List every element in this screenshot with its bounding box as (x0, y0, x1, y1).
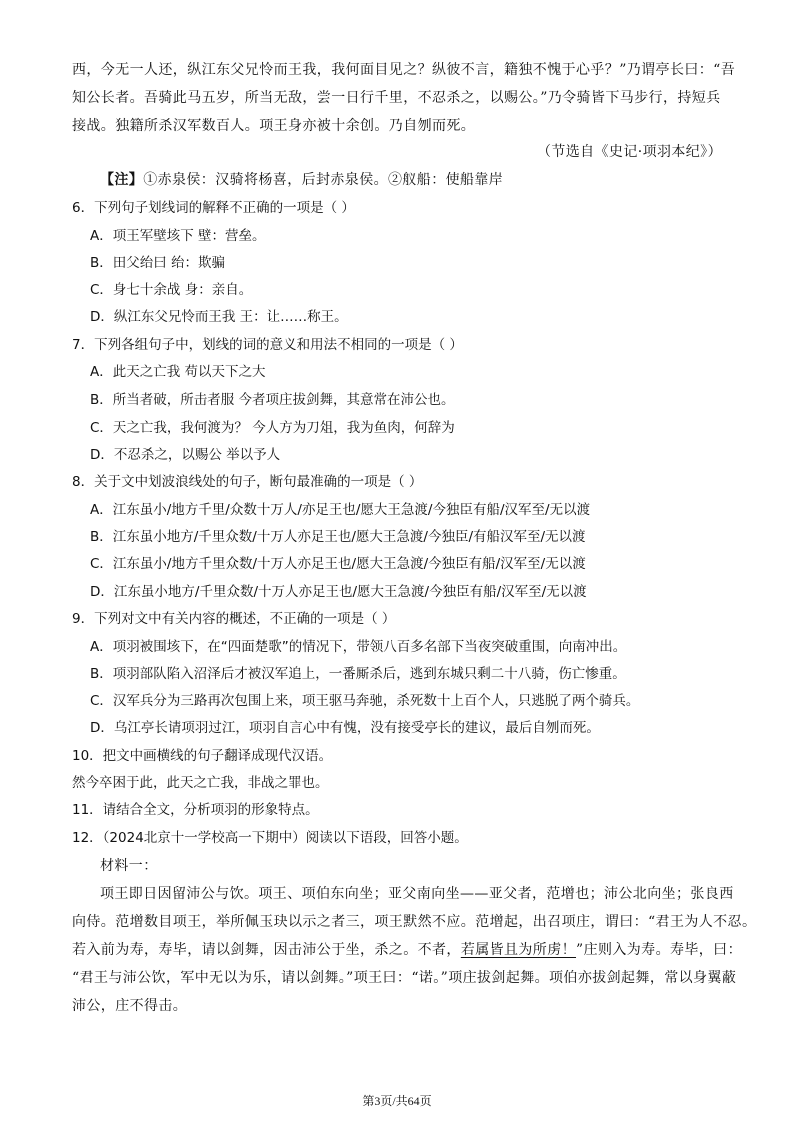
passage-line: 西，今无一人还，纵江东父兄怜而王我，我何面目见之？纵彼不言，籍独不愧于心乎？”乃谓亭长曰：“吾 (72, 62, 736, 78)
annotation-note (100, 170, 503, 190)
question-6-stem: 6．下列句子划线词的解释不正确的一项是（ ） (72, 200, 355, 216)
note-text: ①赤泉侯：汉骑将杨喜，后封赤泉侯。②舣船：使船靠岸 (143, 172, 504, 188)
question-7-option-a: A．此天之亡我 苟以天下之大 (90, 364, 266, 380)
note-label: 【注】 (100, 172, 144, 188)
question-9-option-d: D．乌江亭长请项羽过江，项羽自言心中有愧，没有接受亭长的建议，最后自刎而死。 (90, 720, 600, 736)
material-label: 材料一： (100, 858, 158, 874)
question-7-option-c: C．天之亡我，我何渡为？ 今人方为刀俎，我为鱼肉，何辞为 (90, 420, 455, 436)
material-line: 向侍。范增数目项王，举所佩玉玦以示之者三，项王默然不应。范增起，出召项庄，谓曰：“君王为人不忍。 (72, 914, 757, 930)
passage-line: 接战。独籍所杀汉军数百人。项王身亦被十余创。乃自刎而死。 (72, 118, 476, 134)
material-line: 沛公，庄不得击。 (72, 998, 188, 1014)
material-text: ”庄则入为寿。寿毕，曰： (576, 942, 742, 958)
question-8-stem: 8．关于文中划波浪线处的句子，断句最准确的一项是（ ） (72, 474, 423, 490)
question-10-stem: 10．把文中画横线的句子翻译成现代汉语。 (72, 748, 333, 764)
question-9-stem: 9．下列对文中有关内容的概述，不正确的一项是（ ） (72, 611, 396, 627)
question-8-option-c: C．江东虽小/地方千里众数/十万人亦足王也/愿大王急渡/今独臣有船/汉军至/无以渡 (90, 556, 586, 572)
question-9-option-a: A．项羽被围垓下，在“四面楚歌”的情况下，带领八百多名部下当夜突破重围，向南冲出。 (90, 639, 627, 655)
page-number: 第3页/共64页 (362, 1094, 432, 1108)
question-8-option-b: B．江东虽小地方/千里众数/十万人亦足王也/愿大王急渡/今独臣/有船汉军至/无以渡 (90, 529, 586, 545)
question-11-stem: 11．请结合全文，分析项羽的形象特点。 (72, 802, 319, 818)
passage-line: 知公长者。吾骑此马五岁，所当无敌，尝一日行千里，不忍杀之，以赐公。”乃令骑皆下马步行，持短兵 (72, 90, 721, 106)
question-9-option-b: B．项羽部队陷入沼泽后才被汉军追上，一番厮杀后，逃到东城只剩二十八骑，伤亡惨重。 (90, 666, 626, 682)
question-6-option-b: B．田父绐曰 绐：欺骗 (90, 255, 226, 271)
underlined-sentence: 若属皆且为所虏！ (460, 942, 577, 958)
question-9-option-c: C．汉军兵分为三路再次包围上来，项王驱马奔驰，杀死数十上百个人，只逃脱了两个骑兵。 (90, 693, 640, 709)
question-8-option-d: D．江东虽小地方/千里众数/十万人亦足王也/愿大王急渡/今独臣有船/汉军至/无以渡 (90, 584, 587, 600)
question-6-option-c: C．身七十余战 身：亲自。 (90, 282, 253, 298)
question-12-stem: 12．（2024北京十一学校高一下期中）阅读以下语段，回答小题。 (72, 830, 468, 846)
material-text: 若入前为寿，寿毕，请以剑舞，因击沛公于坐，杀之。不者， (72, 942, 461, 958)
question-6-option-a: A．项王军壁垓下 壁：营垒。 (90, 228, 266, 244)
material-line: 项王即日因留沛公与饮。项王、项伯东向坐；亚父南向坐——亚父者，范增也；沛公北向坐；张良西 (100, 886, 734, 902)
source-citation: （节选自《史记·项羽本纪》） (536, 144, 722, 160)
question-7-option-b: B．所当者破，所击者服 今者项庄拔剑舞，其意常在沛公也。 (90, 392, 455, 408)
question-7-option-d: D．不忍杀之，以赐公 举以予人 (90, 447, 281, 463)
material-line: “君王与沛公饮，军中无以为乐，请以剑舞。”项王曰：“诺。”项庄拔剑起舞。项伯亦拔剑起舞，常以身翼蔽 (72, 970, 737, 986)
material-line (72, 940, 742, 960)
question-7-stem: 7．下列各组句子中，划线的词的意义和用法不相同的一项是（ ） (72, 337, 463, 353)
question-10-sentence: 然今卒困于此，此天之亡我，非战之罪也。 (72, 775, 329, 791)
question-6-option-d: D．纵江东父兄怜而王我 王：让……称王。 (90, 309, 348, 325)
question-8-option-a: A．江东虽小/地方千里/众数十万人/亦足王也/愿大王急渡/今独臣有船/汉军至/无以渡 (90, 502, 591, 518)
